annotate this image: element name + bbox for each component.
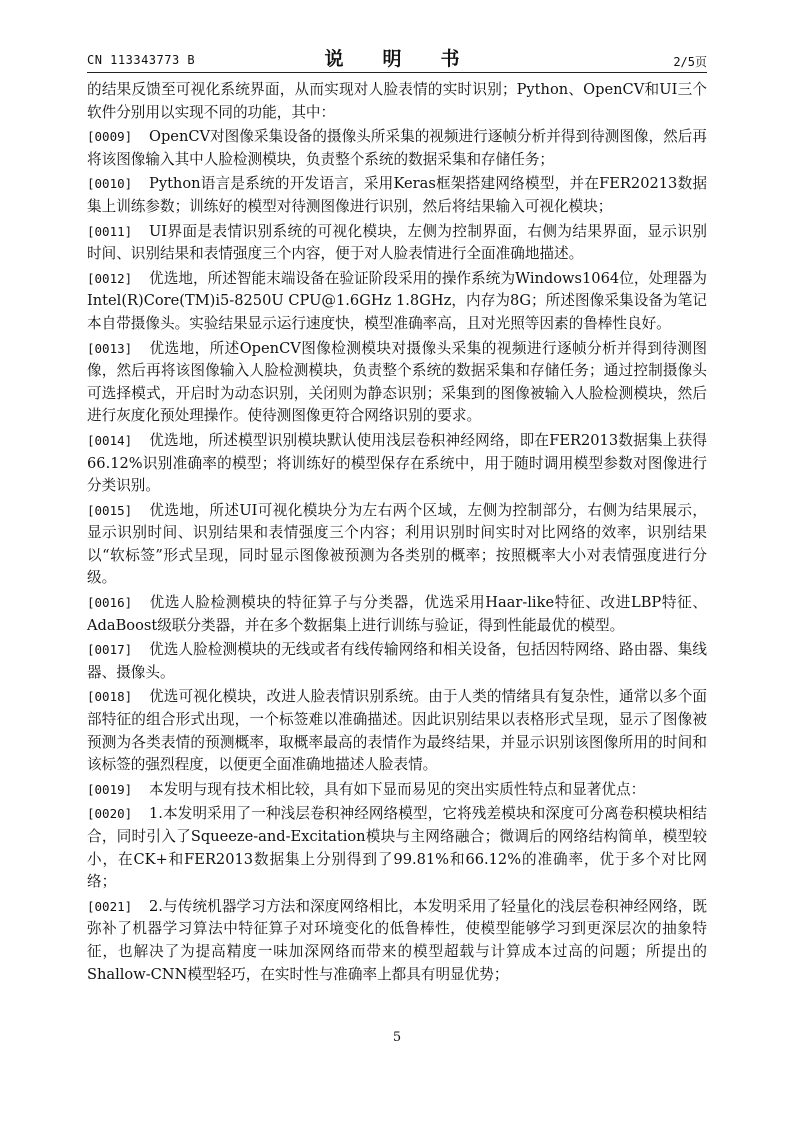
- paragraph: [87, 779, 707, 802]
- paragraph: [87, 639, 707, 684]
- paragraph-number: [0016]: [87, 595, 133, 611]
- paragraph-number: [0015]: [87, 502, 133, 518]
- paragraph-number: [0018]: [87, 689, 133, 705]
- paragraph-text: 本发明与现有技术相比较，具有如下显而易见的突出实质性特点和显著优点：: [149, 780, 646, 798]
- paragraph: [87, 500, 707, 590]
- intro-paragraph: 的结果反馈至可视化系统界面，从而实现对人脸表情的实时识别；Python、OpenCV和UI三个软件分别用以实现不同的功能，其中：: [87, 81, 707, 121]
- page-number: 5: [392, 1030, 402, 1045]
- paragraph: [87, 221, 707, 266]
- paragraph-list: [87, 126, 707, 986]
- paragraph-text: 优选人脸检测模块的特征算子与分类器，优选采用Haar-like特征、改进LBP特征、AdaBoost级联分类器，并在多个数据集上进行训练与验证，得到性能最优的模型。: [87, 594, 707, 634]
- paragraph-number: [0010]: [87, 176, 133, 192]
- paragraph: [87, 430, 707, 498]
- paragraph: [87, 268, 707, 336]
- paragraph: [87, 592, 707, 637]
- paragraph-text: 优选人脸检测模块的无线或者有线传输网络和相关设备，包括因特网络、路由器、集线器、摄像头。: [87, 641, 707, 681]
- paragraph-text: 优选地，所述模型识别模块默认使用浅层卷积神经网络，即在FER2013数据集上获得66.12%识别准确率的模型；将训练好的模型保存在系统中，用于随时调用模型参数对图像进行分类识别。: [87, 431, 707, 495]
- paragraph-text: Python语言是系统的开发语言，采用Keras框架搭建网络模型，并在FER20213数据集上训练参数；训练好的模型对待测图像进行识别，然后将结果输入可视化模块；: [87, 175, 707, 215]
- document-title: 说 明 书: [324, 48, 470, 70]
- paragraph-text: 优选地，所述UI可视化模块分为左右两个区域，左侧为控制部分，右侧为结果展示，显示识别时间、识别结果和表情强度三个内容；利用识别时间实时对比网络的效率，识别结果以“软标签”形式呈现，同时显示图像被预测为各类别的概率；按照概率大小对表情强度进行分级。: [87, 501, 707, 587]
- paragraph-text: 优选地，所述OpenCV图像检测模块对摄像头采集的视频进行逐帧分析并得到待测图像，然后再将该图像输入人脸检测模块，负责整个系统的数据采集和存储任务；通过控制摄像头可选择模式，开启时为动态识别，关闭则为静态识别；采集到的图像被输入人脸检测模块，然后进行灰度化预处理操作。使待测图像更符合网络识别的要求。: [87, 339, 707, 425]
- paragraph-text: 优选地，所述智能末端设备在验证阶段采用的操作系统为Windows1064位，处理器为Intel(R)Core(TM)i5-8250U CPU@1.6GHz 1.8GHz，内存为8G；所述图像采集设备为笔记本自带摄像头。实验结果显示运行速度快，模型准确率高，且对光照等因素的鲁棒性良好。: [87, 269, 707, 332]
- paragraph-number: [0021]: [87, 898, 133, 914]
- publication-number: CN 113343773 B: [87, 53, 196, 67]
- paragraph-text: 2.与传统机器学习方法和深度网络相比，本发明采用了轻量化的浅层卷积神经网络，既弥补了机器学习算法中特征算子对环境变化的低鲁棒性，使模型能够学习到更深层次的抽象特征，也解决了为提高精度一味加深网络而带来的模型超载与计算成本过高的问题；所提出的Shallow-CNN模型轻巧，在实时性与准确率上都具有明显优势；: [87, 897, 707, 983]
- paragraph-number: [0014]: [87, 432, 133, 448]
- page-info: 2/5页: [673, 55, 707, 69]
- paragraph-text: UI界面是表情识别系统的可视化模块，左侧为控制界面，右侧为结果界面，显示识别时间、识别结果和表情强度三个内容，便于对人脸表情进行全面准确地描述。: [87, 222, 707, 263]
- paragraph-number: [0020]: [87, 806, 133, 822]
- paragraph: [87, 173, 707, 218]
- paragraph-text: OpenCV对图像采集设备的摄像头所采集的视频进行逐帧分析并得到待测图像，然后再将该图像输入其中人脸检测模块，负责整个系统的数据采集和存储任务；: [87, 128, 707, 168]
- paragraph-text: 优选可视化模块，改进人脸表情识别系统。由于人类的情绪具有复杂性，通常以多个面部特征的组合形式出现，一个标签难以准确描述。因此识别结果以表格形式呈现，显示了图像被预测为各类表情的预测概率，取概率最高的表情作为最终结果，并显示识别该图像所用的时间和该标签的强烈程度，以便更全面准确地描述人脸表情。: [87, 688, 707, 774]
- paragraph: [87, 896, 707, 986]
- paragraph-text: 1.本发明采用了一种浅层卷积神经网络模型，它将残差模块和深度可分离卷积模块相结合，同时引入了Squeeze-and-Excitation模块与主网络融合；微调后的网络结构简单，模型较小，在CK+和FER2013数据集上分别得到了99.81%和66.12%的准确率，优于多个对比网络；: [87, 805, 707, 891]
- paragraph-number: [0011]: [87, 223, 133, 239]
- paragraph-number: [0009]: [87, 129, 133, 145]
- paragraph-number: [0019]: [87, 781, 133, 797]
- header-rule: [87, 72, 707, 73]
- document-body: [87, 79, 707, 988]
- paragraph-number: [0017]: [87, 642, 133, 658]
- page-header: [87, 44, 707, 70]
- paragraph: [87, 686, 707, 776]
- paragraph: [87, 338, 707, 428]
- paragraph: [87, 126, 707, 171]
- paragraph: [87, 803, 707, 893]
- paragraph-number: [0013]: [87, 340, 133, 356]
- paragraph-number: [0012]: [87, 270, 133, 286]
